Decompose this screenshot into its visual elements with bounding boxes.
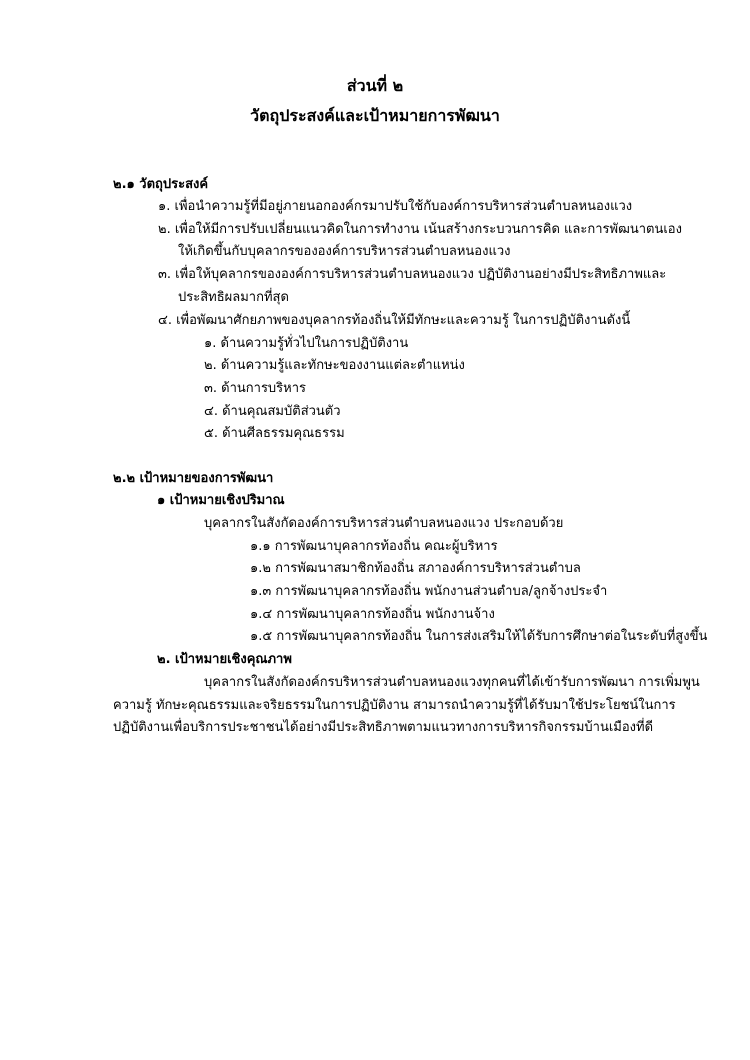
quantitative-item: ๑.๑ การพัฒนาบุคลากรท้องถิ่น คณะผู้บริหาร — [250, 539, 498, 554]
objective-item: ๑. เพื่อนำความรู้ที่มีอยู่ภายนอกองค์กรมาปรับใช้กับองค์การบริหารส่วนตำบลหนองแวง — [158, 199, 633, 214]
quantitative-item: ๑.๕ การพัฒนาบุคลากรท้องถิ่น ในการส่งเสริมให้ได้รับการศึกษาต่อในระดับที่สูงขึ้น — [250, 629, 708, 644]
objective-item-continuation: ประสิทธิผลมากที่สุด — [178, 290, 289, 305]
quantitative-item: ๑.๓ การพัฒนาบุคลากรท้องถิ่น พนักงานส่วนตำบล/ลูกจ้างประจำ — [250, 584, 608, 599]
objective-subitem: ๒. ด้านความรู้และทักษะของงานแต่ละตำแหน่ง — [204, 358, 465, 373]
objective-item: ๔. เพื่อพัฒนาศักยภาพของบุคลากรท้องถิ่นให้มีทักษะและความรู้ ในการปฏิบัติงานดังนี้ — [158, 313, 631, 328]
quantitative-intro: บุคลากรในสังกัดองค์การบริหารส่วนตำบลหนองแวง ประกอบด้วย — [204, 516, 564, 531]
objectives-heading: ๒.๑ วัตถุประสงค์ — [113, 177, 209, 192]
quantitative-item: ๑.๔ การพัฒนาบุคลากรท้องถิ่น พนักงานจ้าง — [250, 607, 495, 622]
qualitative-text: บุคลากรในสังกัดองค์กรบริหารส่วนตำบลหนองแวงทุกคนที่ได้เข้ารับการพัฒนา การเพิ่มพูน — [204, 675, 700, 690]
section-number: ส่วนที่ ๒ — [346, 76, 404, 95]
objective-item: ๒. เพื่อให้มีการปรับเปลี่ยนแนวคิดในการทำงาน เน้นสร้างกระบวนการคิด และการพัฒนาตนเอง — [158, 222, 682, 237]
qualitative-heading: ๒. เป้าหมายเชิงคุณภาพ — [157, 652, 292, 667]
objective-item-continuation: ให้เกิดขึ้นกับบุคลากรขององค์การบริหารส่วนตำบลหนองแวง — [178, 244, 511, 259]
page-title: วัตถุประสงค์และเป้าหมายการพัฒนา — [250, 106, 500, 125]
objective-subitem: ๕. ด้านศีลธรรมคุณธรรม — [204, 426, 345, 441]
quantitative-item: ๑.๒ การพัฒนาสมาชิกท้องถิ่น สภาองค์การบริหารส่วนตำบล — [250, 561, 581, 576]
objective-subitem: ๓. ด้านการบริหาร — [204, 381, 307, 396]
objective-item: ๓. เพื่อให้บุคลากรขององค์การบริหารส่วนตำบลหนองแวง ปฏิบัติงานอย่างมีประสิทธิภาพและ — [158, 267, 667, 282]
qualitative-text: ปฏิบัติงานเพื่อบริการประชาชนได้อย่างมีประสิทธิภาพตามแนวทางการบริหารกิจกรรมบ้านเมืองที่ดี — [113, 720, 654, 735]
qualitative-text: ความรู้ ทักษะคุณธรรมและจริยธรรมในการปฏิบัติงาน สามารถนำความรู้ที่ได้รับมาใช้ประโยชน์ในการ — [113, 698, 676, 713]
quantitative-heading: ๑ เป้าหมายเชิงปริมาณ — [157, 493, 285, 508]
objective-subitem: ๔. ด้านคุณสมบัติส่วนตัว — [204, 404, 341, 419]
targets-heading: ๒.๒ เป้าหมายของการพัฒนา — [113, 471, 274, 486]
objective-subitem: ๑. ด้านความรู้ทั่วไปในการปฏิบัติงาน — [204, 336, 409, 351]
